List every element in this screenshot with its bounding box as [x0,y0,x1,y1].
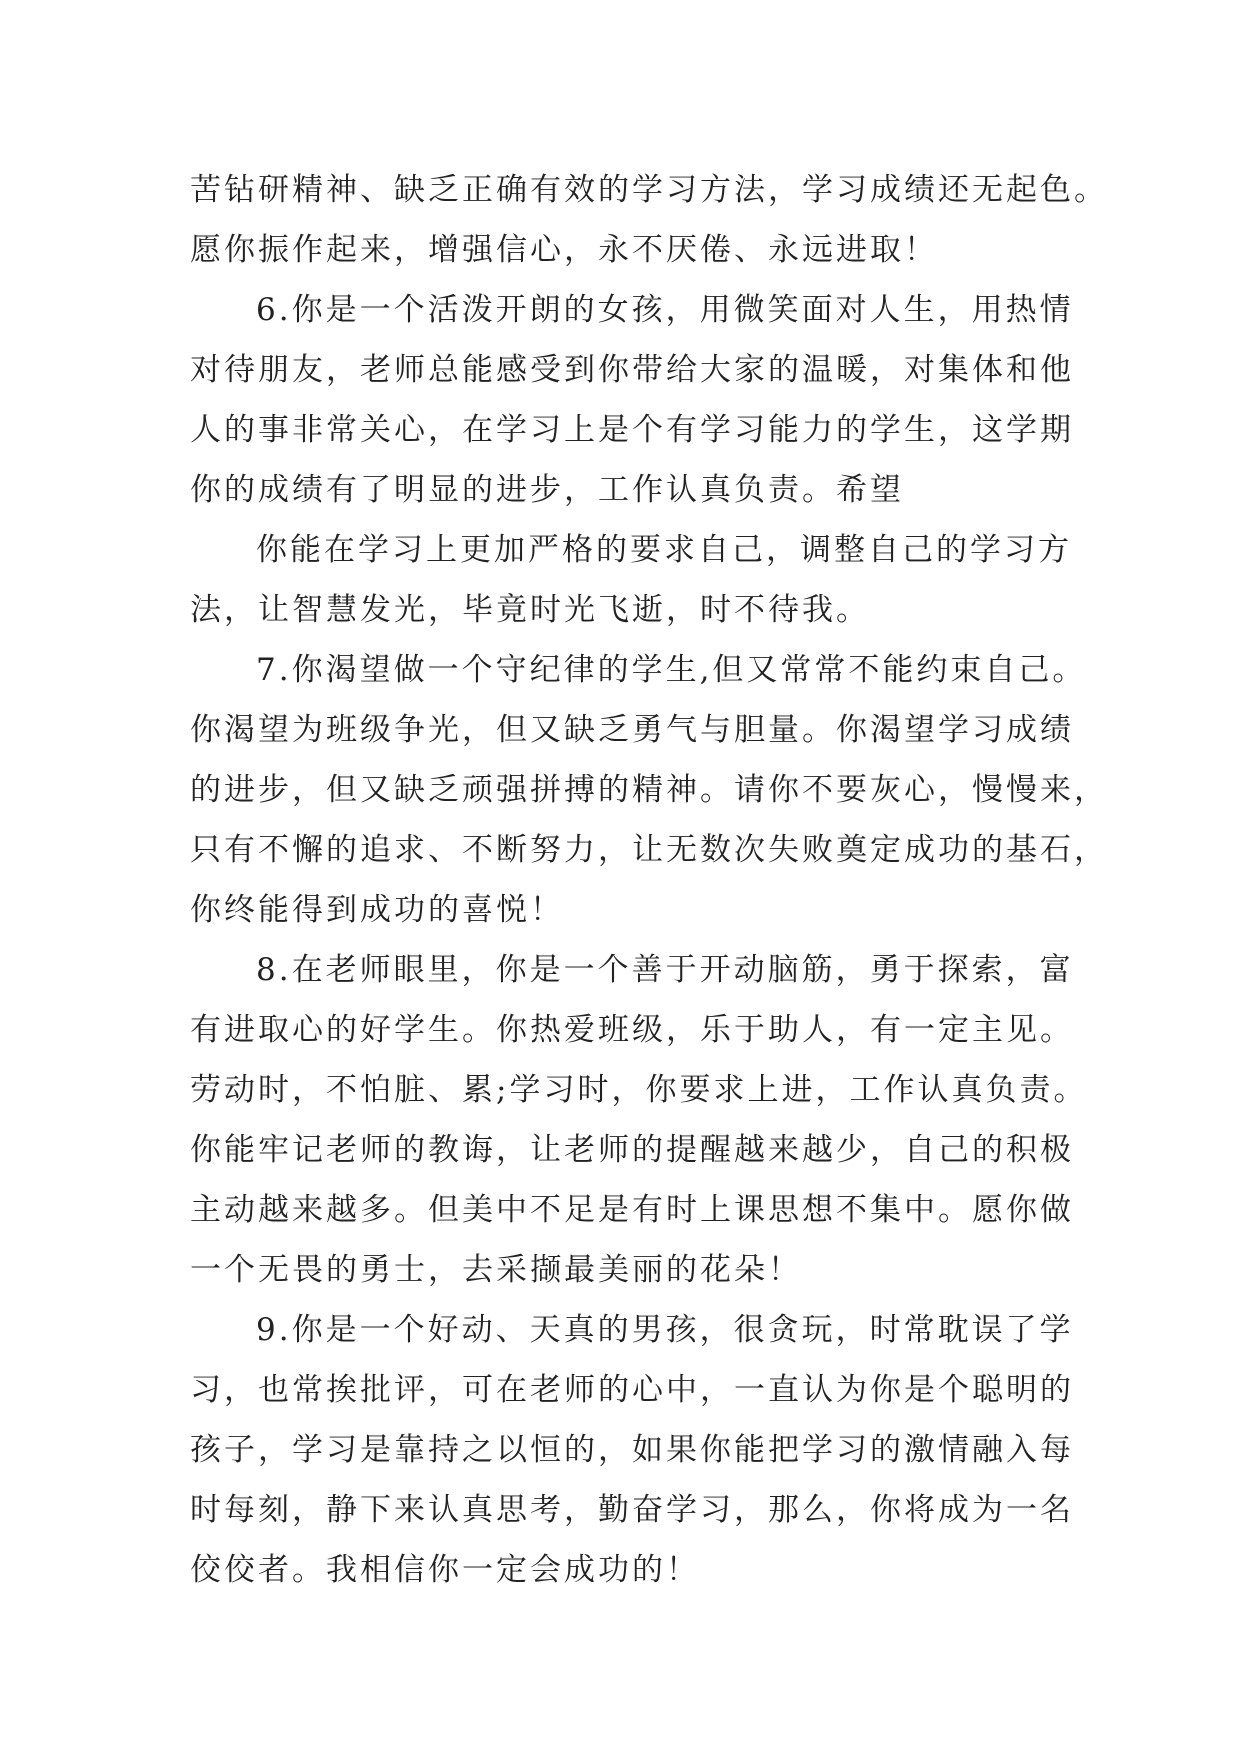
text-line: 人的事非常关心，在学习上是个有学习能力的学生，这学期 [190,412,1074,448]
text-line: 愿你振作起来，增强信心，永不厌倦、永远进取！ [190,232,938,268]
text-line: 一个无畏的勇士，去采撷最美丽的花朵！ [190,1252,802,1288]
text-line: 孩子，学习是靠持之以恒的，如果你能把学习的激情融入每 [190,1432,1074,1468]
text-line: 你终能得到成功的喜悦！ [190,892,564,928]
text-line: 主动越来越多。但美中不足是有时上课思想不集中。愿你做 [190,1192,1074,1228]
text-line: 你的成绩有了明显的进步，工作认真负责。希望 [190,472,904,508]
text-line: 你能在学习上更加严格的要求自己，调整自己的学习方 [256,532,1072,568]
text-line: 6.你是一个活泼开朗的女孩，用微笑面对人生，用热情 [256,292,1074,328]
document-body [190,160,1108,1600]
text-line: 你渴望为班级争光，但又缺乏勇气与胆量。你渴望学习成绩 [190,712,1074,748]
text-line: 的进步，但又缺乏顽强拼搏的精神。请你不要灰心，慢慢来， [190,772,1108,808]
text-line: 9.你是一个好动、天真的男孩，很贪玩，时常耽误了学 [256,1312,1074,1348]
text-line: 习，也常挨批评，可在老师的心中，一直认为你是个聪明的 [190,1372,1074,1408]
text-line: 7.你渴望做一个守纪律的学生,但又常常不能约束自己。 [256,652,1087,688]
text-line: 对待朋友，老师总能感受到你带给大家的温暖，对集体和他 [190,352,1074,388]
text-line: 时每刻，静下来认真思考，勤奋学习，那么，你将成为一名 [190,1492,1074,1528]
text-line: 佼佼者。我相信你一定会成功的！ [190,1552,700,1588]
text-line: 法，让智慧发光，毕竟时光飞逝，时不待我。 [190,592,870,628]
text-line: 劳动时，不怕脏、累;学习时，你要求上进，工作认真负责。 [190,1072,1088,1108]
text-line: 8.在老师眼里，你是一个善于开动脑筋，勇于探索，富 [256,952,1074,988]
text-line: 只有不懈的追求、不断努力，让无数次失败奠定成功的基石， [190,832,1108,868]
text-line: 苦钻研精神、缺乏正确有效的学习方法，学习成绩还无起色。 [190,172,1108,208]
text-line: 你能牢记老师的教诲，让老师的提醒越来越少，自己的积极 [190,1132,1074,1168]
text-line: 有进取心的好学生。你热爱班级，乐于助人，有一定主见。 [190,1012,1074,1048]
